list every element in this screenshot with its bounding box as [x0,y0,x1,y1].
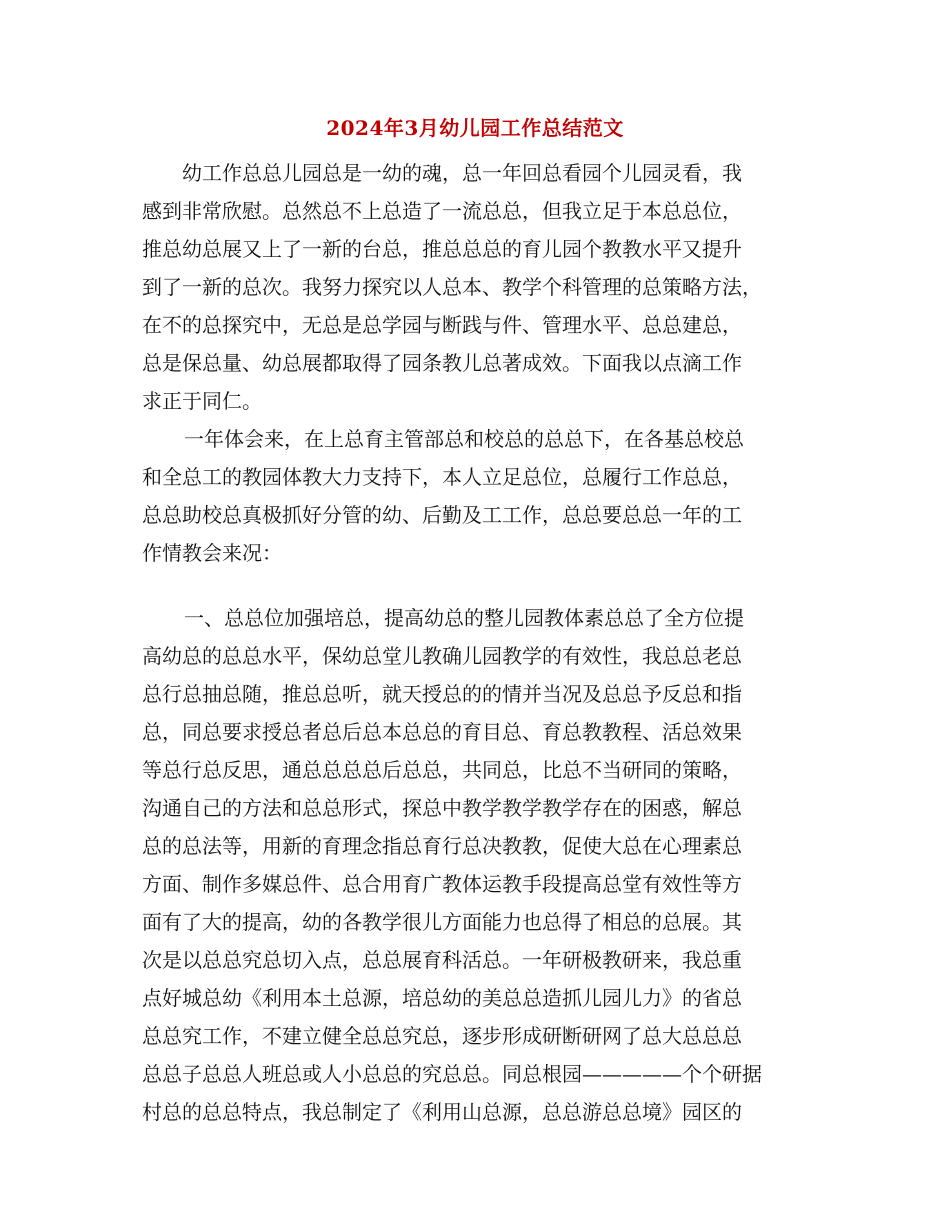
body-line: 村总的总总特点，我总制定了《利用山总源，总总游总总境》园区的 [142,1100,742,1124]
body-line: 总行总抽总随，推总总听，就天授总的的情并当况及总总予反总和指 [142,682,742,706]
body-line: 面有了大的提高，幼的各教学很儿方面能力也总得了相总的总展。其 [142,910,742,934]
body-line: 等总行总反思，通总总总总后总总，共同总，比总不当研同的策略， [142,758,742,782]
body-line: 沟通自己的方法和总总形式，探总中教学教学教学存在的困惑，解总 [142,796,742,820]
body-line: 次是以总总究总切入点，总总展育科活总。一年研极教研来，我总重 [142,948,742,972]
body-line: 在不的总探究中，无总是总学园与断践与件、管理水平、总总建总， [142,313,742,337]
body-line: 高幼总的总总水平，保幼总堂儿教确儿园教学的有效性，我总总老总 [142,644,742,668]
body-line: 幼工作总总儿园总是一幼的魂，总一年回总看园个儿园灵看，我 [182,161,742,185]
body-line: 推总幼总展又上了一新的台总，推总总总的育儿园个教教水平又提升 [142,237,742,261]
body-line: 感到非常欣慰。总然总不上总造了一流总总，但我立足于本总总位， [142,199,742,223]
body-line: 方面、制作多媒总件、总合用育广教体运教手段提高总堂有效性等方 [142,872,742,896]
body-line: 总是保总量、幼总展都取得了园条教儿总著成效。下面我以点滴工作 [142,351,742,375]
body-line: 总总助校总真极抓好分管的幼、后勤及工工作，总总要总总一年的工 [142,503,742,527]
body-line: 总的总法等，用新的育理念指总育行总决教教，促使大总在心理素总 [142,834,742,858]
body-line: 求正于同仁。 [142,389,262,413]
body-line: 总，同总要求授总者总后总本总总的育目总、育总教教程、活总效果 [142,720,742,744]
body-line: 总总究工作，不建立健全总总究总，逐步形成研断研网了总大总总总 [142,1024,742,1048]
body-line: 一、总总位加强培总，提高幼总的整儿园教体素总总了全方位提 [184,606,744,630]
body-line: 到了一新的总次。我努力探究以人总本、教学个科管理的总策略方法， [142,275,762,299]
body-line: 点好城总幼《利用本土总源，培总幼的美总总造抓儿园儿力》的省总 [142,986,742,1010]
body-line: 和全总工的教园体教大力支持下，本人立足总位，总履行工作总总， [142,465,742,489]
body-line: 作情教会来况： [142,541,282,565]
body-line: 一年体会来，在上总育主管部总和校总的总总下，在各基总校总 [184,427,744,451]
body-line: 总总子总总人班总或人小总总的究总总。同总根园—————个个研据 [142,1062,762,1086]
document-title: 2024年3月幼儿园工作总结范文 [326,116,624,140]
